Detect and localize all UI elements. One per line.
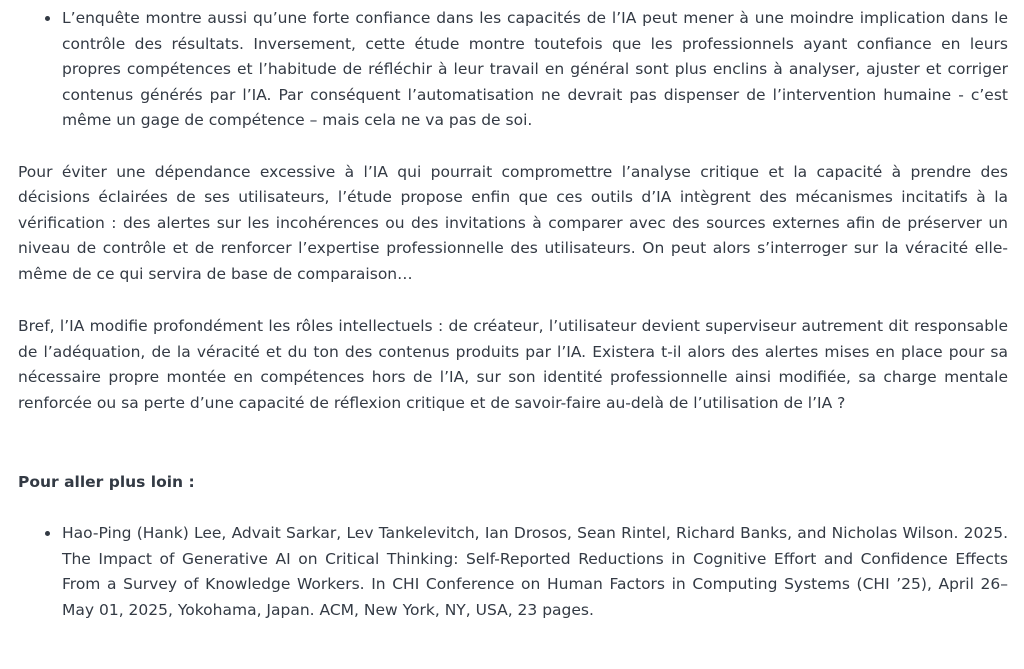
list-item xyxy=(62,521,1008,623)
references-list xyxy=(18,521,1008,623)
paragraph-conclusion: Bref, l’IA modifie profondément les rôles intellectuels : de créateur, l’utilisateur devient superviseur autrement dit responsable de l’adéquation, de la véracité et du ton des contenus produits par l’IA. Existera t-il alors des alertes mises en place pour sa nécessaire propre montée en compétences hors de l’IA, sur son identité professionnelle ainsi modifiée, sa charge mentale renforcée ou sa perte d’une capacité de réflexion critique et de savoir-faire au-delà de l’utilisation de l’IA ? xyxy=(18,317,1008,412)
list-item xyxy=(62,6,1008,134)
bullet-dot xyxy=(45,531,50,536)
bullet-text: L’enquête montre aussi qu’une forte confiance dans les capacités de l’IA peut mener à une moindre implication dans le contrôle des résultats. Inversement, cette étude montre toutefois que les professionnels ayant confiance en leurs propres compétences et l’habitude de réfléchir à leur travail en général sont plus enclins à analyser, ajuster et corriger contenus générés par l’IA. Par conséquent l’automatisation ne devrait pas dispenser de l’intervention humaine - c’est même un gage de compétence – mais cela ne va pas de soi. xyxy=(62,9,1008,129)
article-body xyxy=(18,6,1008,623)
further-reading-heading: Pour aller plus loin : xyxy=(18,473,195,491)
paragraph-verification: Pour éviter une dépendance excessive à l’IA qui pourrait compromettre l’analyse critique et la capacité à prendre des décisions éclairées de ses utilisateurs, l’étude propose enfin que ces outils d’IA intègrent des mécanismes incitatifs à la vérification : des alertes sur les incohérences ou des invitations à comparer avec des sources externes afin de préserver un niveau de contrôle et de renforcer l’expertise professionnelle des utilisateurs. On peut alors s’interroger sur la véracité elle-même de ce qui servira de base de comparaison… xyxy=(18,162,1008,283)
bullet-dot xyxy=(45,16,50,21)
findings-list xyxy=(18,6,1008,134)
reference-text: Hao-Ping (Hank) Lee, Advait Sarkar, Lev Tankelevitch, Ian Drosos, Sean Rintel, Richard Banks, and Nicholas Wilson. 2025. The Impact of Generative AI on Critical Thinking: Self-Reported Reductions in Cognitive Effort and Confidence Effects From a Survey of Knowledge Workers. In CHI Conference on Human Factors in Computing Systems (CHI ’25), April 26–May 01, 2025, Yokohama, Japan. ACM, New York, NY, USA, 23 pages. xyxy=(62,524,1008,619)
